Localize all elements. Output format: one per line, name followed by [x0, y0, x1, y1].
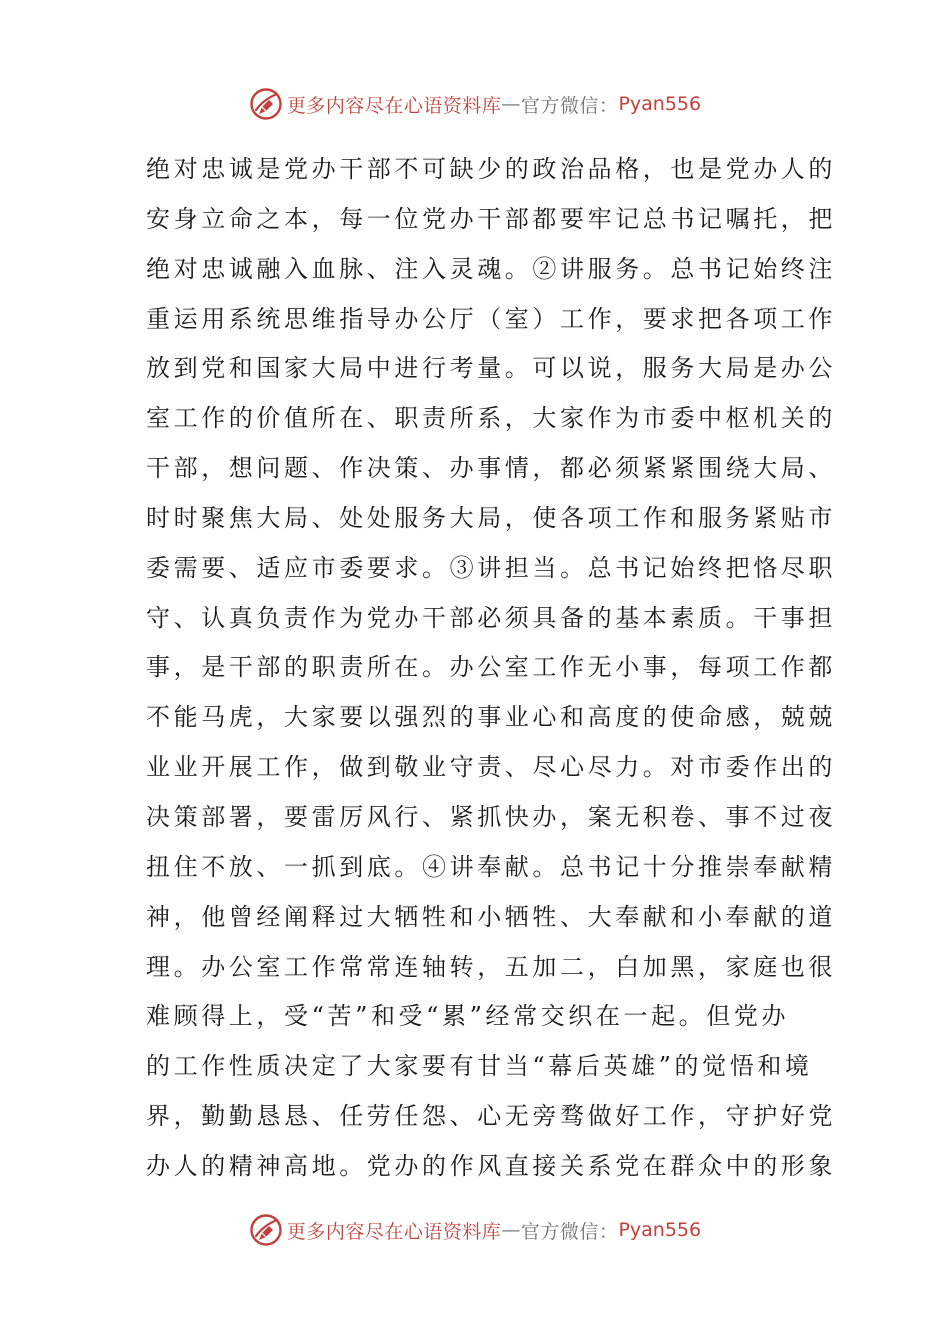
page-header-watermark [0, 84, 950, 124]
body-line: 室工作的价值所在、职责所系，大家作为市委中枢机关的 [146, 404, 836, 433]
body-line: 办人的精神高地。党办的作风直接关系党在群众中的形象 [146, 1151, 836, 1180]
body-line: 业业开展工作，做到敬业守责、尽心尽力。对市委作出的 [146, 753, 836, 782]
footer-watermark-main: 更多内容尽在心语资料库 [286, 1220, 502, 1243]
body-line: 委需要、适应市委要求。③讲担当。总书记始终把恪尽职 [146, 553, 836, 582]
footer-watermark-dash: — [501, 1219, 521, 1241]
pen-circle-logo-icon [249, 87, 283, 121]
body-line: 不能马虎，大家要以强烈的事业心和高度的使命感，兢兢 [146, 703, 836, 732]
body-line: 扭住不放、一抓到底。④讲奉献。总书记十分推崇奉献精 [146, 852, 836, 881]
pen-circle-logo-icon [249, 1213, 283, 1247]
body-line: 事，是干部的职责所在。办公室工作无小事，每项工作都 [146, 653, 836, 682]
body-line: 守、认真负责作为党办干部必须具备的基本素质。干事担 [146, 603, 836, 632]
body-line: 干部，想问题、作决策、办事情，都必须紧紧围绕大局、 [146, 454, 836, 483]
body-line: 绝对忠诚是党办干部不可缺少的政治品格，也是党办人的 [146, 155, 836, 183]
body-line: 的工作性质决定了大家要有甘当“幕后英雄”的觉悟和境 [146, 1052, 813, 1081]
body-line: 决策部署，要雷厉风行、紧抓快办，案无积卷、事不过夜 [146, 802, 836, 831]
body-line: 绝对忠诚融入血脉、注入灵魂。②讲服务。总书记始终注 [146, 254, 836, 283]
body-line: 放到党和国家大局中进行考量。可以说，服务大局是办公 [146, 354, 836, 383]
header-watermark-dash: — [501, 93, 521, 115]
footer-watermark-official: 官方微信： [520, 1220, 619, 1243]
body-line: 界，勤勤恳恳、任劳任怨、心无旁骛做好工作，守护好党 [146, 1102, 836, 1131]
page-footer-watermark [0, 1210, 950, 1250]
body-line: 难顾得上，受“苦”和受“累”经常交织在一起。但党办 [146, 1002, 790, 1031]
body-line: 重运用系统思维指导办公厅（室）工作，要求把各项工作 [146, 304, 836, 333]
header-watermark-main: 更多内容尽在心语资料库 [286, 94, 502, 117]
footer-watermark-id: Pyan556 [618, 1219, 702, 1241]
document-body [146, 145, 836, 1192]
body-line: 安身立命之本，每一位党办干部都要牢记总书记嘱托，把 [146, 204, 836, 233]
body-line: 理。办公室工作常常连轴转，五加二，白加黑，家庭也很 [146, 952, 836, 981]
body-line: 神，他曾经阐释过大牺牲和小牺牲、大奉献和小奉献的道 [146, 902, 836, 931]
body-line: 时时聚焦大局、处处服务大局，使各项工作和服务紧贴市 [146, 503, 836, 532]
header-watermark-id: Pyan556 [618, 93, 702, 115]
header-watermark-official: 官方微信： [520, 94, 619, 117]
